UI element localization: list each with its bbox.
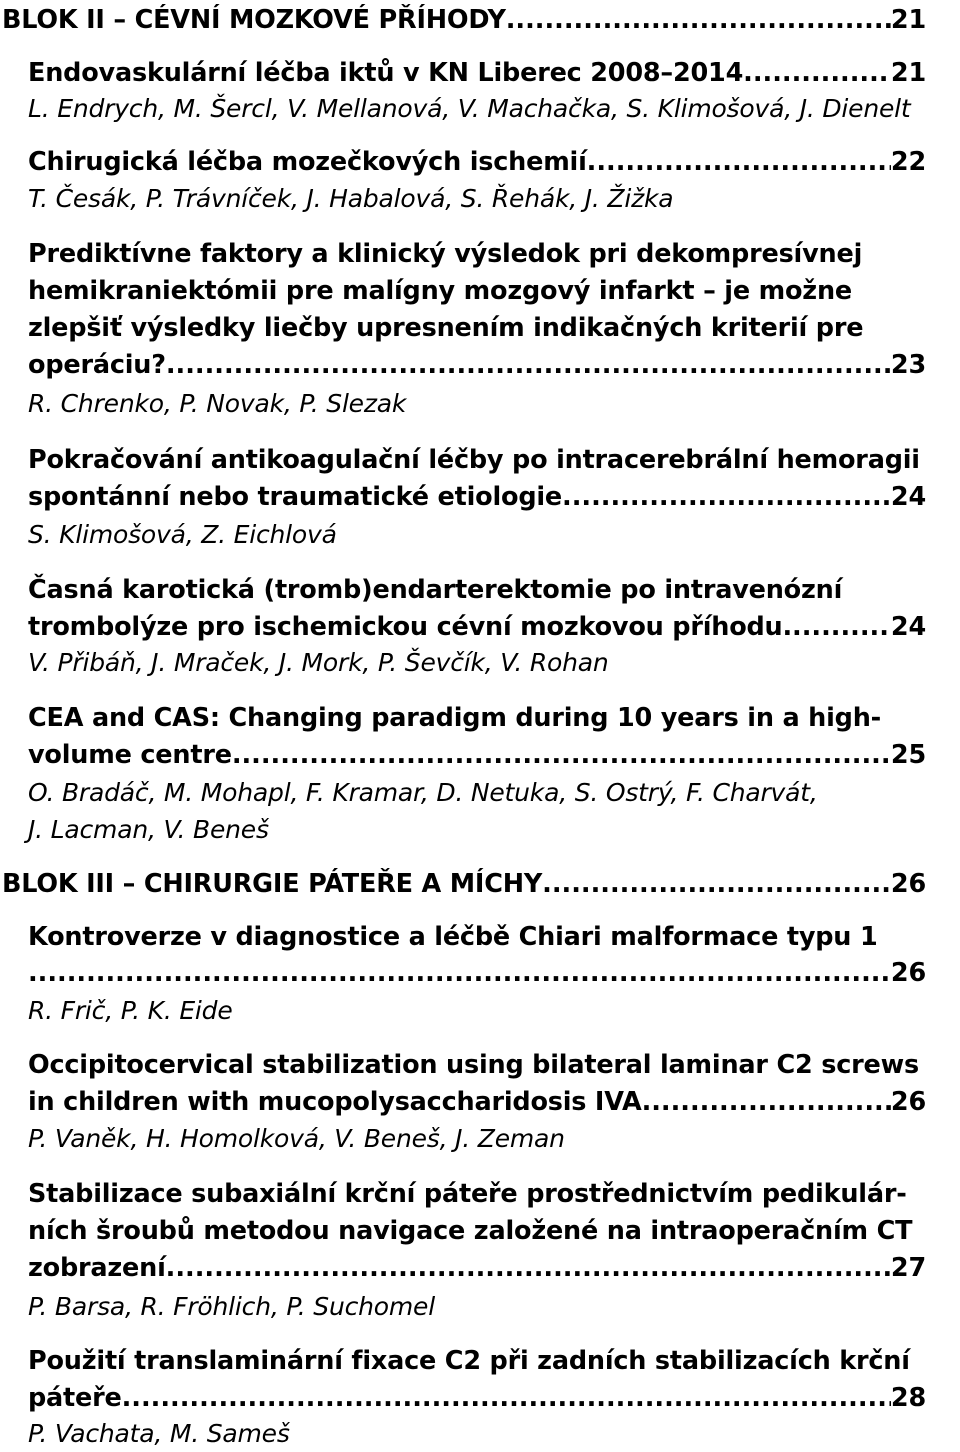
toc-leader-dots (542, 866, 891, 902)
toc-page-number: 21 (890, 58, 926, 88)
toc-page-number: 26 (890, 1087, 926, 1117)
toc-entry-title[interactable] (28, 479, 926, 515)
toc-entry-title[interactable] (28, 144, 926, 180)
toc-leader-dots (166, 347, 891, 383)
toc-entry-title-text: Chirugická léčba mozečkových ischemií (28, 147, 587, 177)
toc-leader-dots (562, 479, 891, 515)
toc-entry-authors: R. Frič, P. K. Eide (28, 996, 233, 1025)
toc-entry-title-line[interactable]: zlepšiť výsledky liečby upresnením indikačných kriterií pre (28, 313, 864, 343)
toc-entry-title-text: in children with mucopolysaccharidosis IVA (28, 1087, 642, 1117)
toc-page-number: 26 (890, 869, 926, 899)
toc-leader-dots (506, 2, 891, 38)
toc-entry-authors: O. Bradáč, M. Mohapl, F. Kramar, D. Netuka, S. Ostrý, F. Charvát, (28, 778, 818, 807)
toc-entry-title[interactable] (28, 609, 926, 645)
toc-leader-dots (792, 609, 891, 645)
toc-entry-authors: P. Barsa, R. Fröhlich, P. Suchomel (28, 1292, 435, 1321)
toc-entry-title[interactable] (28, 1084, 926, 1120)
toc-leader-dots (743, 55, 891, 91)
toc-entry-title-line[interactable]: Stabilizace subaxiální krční páteře prostřednictvím pedikulár- (28, 1179, 907, 1209)
toc-entry-authors: S. Klimošová, Z. Eichlová (28, 520, 337, 549)
toc-entry-title-line[interactable]: ních šroubů metodou navigace založené na intraoperačním CT (28, 1216, 913, 1246)
toc-leader-dots (587, 144, 891, 180)
toc-entry-title[interactable] (28, 737, 926, 773)
toc-entry-title-line[interactable]: Occipitocervical stabilization using bilateral laminar C2 screws (28, 1050, 919, 1080)
toc-entry-title-text: spontánní nebo traumatické etiologie (28, 482, 563, 512)
toc-leader-dots (166, 1250, 891, 1286)
toc-entry-title-line[interactable]: Použití translaminární fixace C2 při zadních stabilizacích krční (28, 1346, 910, 1376)
toc-entry-title-text: páteře (28, 1383, 122, 1413)
toc-entry-title[interactable] (28, 955, 926, 991)
toc-entry-title-text: Endovaskulární léčba iktů v KN Liberec 2008–2014 (28, 58, 744, 88)
toc-block-title: BLOK II – CÉVNÍ MOZKOVÉ PŘÍHODY (2, 5, 506, 35)
toc-entry-title[interactable] (28, 347, 926, 383)
toc-entry-title-text: zobrazení (28, 1253, 166, 1283)
toc-block-heading[interactable] (2, 2, 926, 38)
toc-entry-authors: T. Česák, P. Trávníček, J. Habalová, S. Řehák, J. Žižka (28, 184, 674, 213)
toc-page-number: 26 (890, 958, 926, 988)
toc-entry-authors: L. Endrych, M. Šercl, V. Mellanová, V. Machačka, S. Klimošová, J. Dienelt (28, 94, 911, 123)
toc-entry-title-text: volume centre (28, 740, 232, 770)
toc-entry-authors: P. Vaněk, H. Homolková, V. Beneš, J. Zeman (28, 1124, 565, 1153)
toc-leader-dots (28, 955, 891, 991)
toc-block-heading[interactable] (2, 866, 926, 902)
toc-entry-authors: V. Přibáň, J. Mraček, J. Mork, P. Ševčík, V. Rohan (28, 648, 609, 677)
toc-page-number: 24 (890, 482, 926, 512)
toc-entry-authors: J. Lacman, V. Beneš (28, 815, 269, 844)
toc-entry-title-text: operáciu? (28, 350, 166, 380)
toc-page-number: 23 (890, 350, 926, 380)
toc-entry-authors: P. Vachata, M. Sameš (28, 1419, 290, 1448)
toc-entry-title-line[interactable]: Pokračování antikoagulační léčby po intracerebrální hemoragii (28, 445, 920, 475)
toc-entry-title[interactable] (28, 55, 926, 91)
toc-leader-dots (642, 1084, 891, 1120)
toc-entry-title-line[interactable]: hemikraniektómii pre malígny mozgový infarkt – je možne (28, 276, 853, 306)
toc-page-number: 24 (890, 612, 926, 642)
toc-page-number: 21 (890, 5, 926, 35)
toc-page-number: 22 (890, 147, 926, 177)
toc-block-title: BLOK III – CHIRURGIE PÁTEŘE A MÍCHY (2, 869, 543, 899)
toc-entry-authors: R. Chrenko, P. Novak, P. Slezak (28, 389, 407, 418)
toc-leader-dots (122, 1380, 891, 1416)
toc-entry-title-line[interactable]: Prediktívne faktory a klinický výsledok pri dekompresívnej (28, 239, 863, 269)
toc-entry-title-line[interactable]: Kontroverze v diagnostice a léčbě Chiari malformace typu 1 (28, 922, 878, 952)
toc-leader-dots (232, 737, 891, 773)
toc-entry-title-line[interactable]: Časná karotická (tromb)endarterektomie po intravenózní (28, 575, 843, 605)
toc-page-number: 28 (890, 1383, 926, 1413)
toc-entry-title-line[interactable]: CEA and CAS: Changing paradigm during 10 years in a high- (28, 703, 882, 733)
toc-page-number: 27 (890, 1253, 926, 1283)
toc-page-number: 25 (890, 740, 926, 770)
toc-entry-title[interactable] (28, 1250, 926, 1286)
toc-entry-title[interactable] (28, 1380, 926, 1416)
toc-entry-title-text: trombolýze pro ischemickou cévní mozkovou příhodu. (28, 612, 793, 642)
